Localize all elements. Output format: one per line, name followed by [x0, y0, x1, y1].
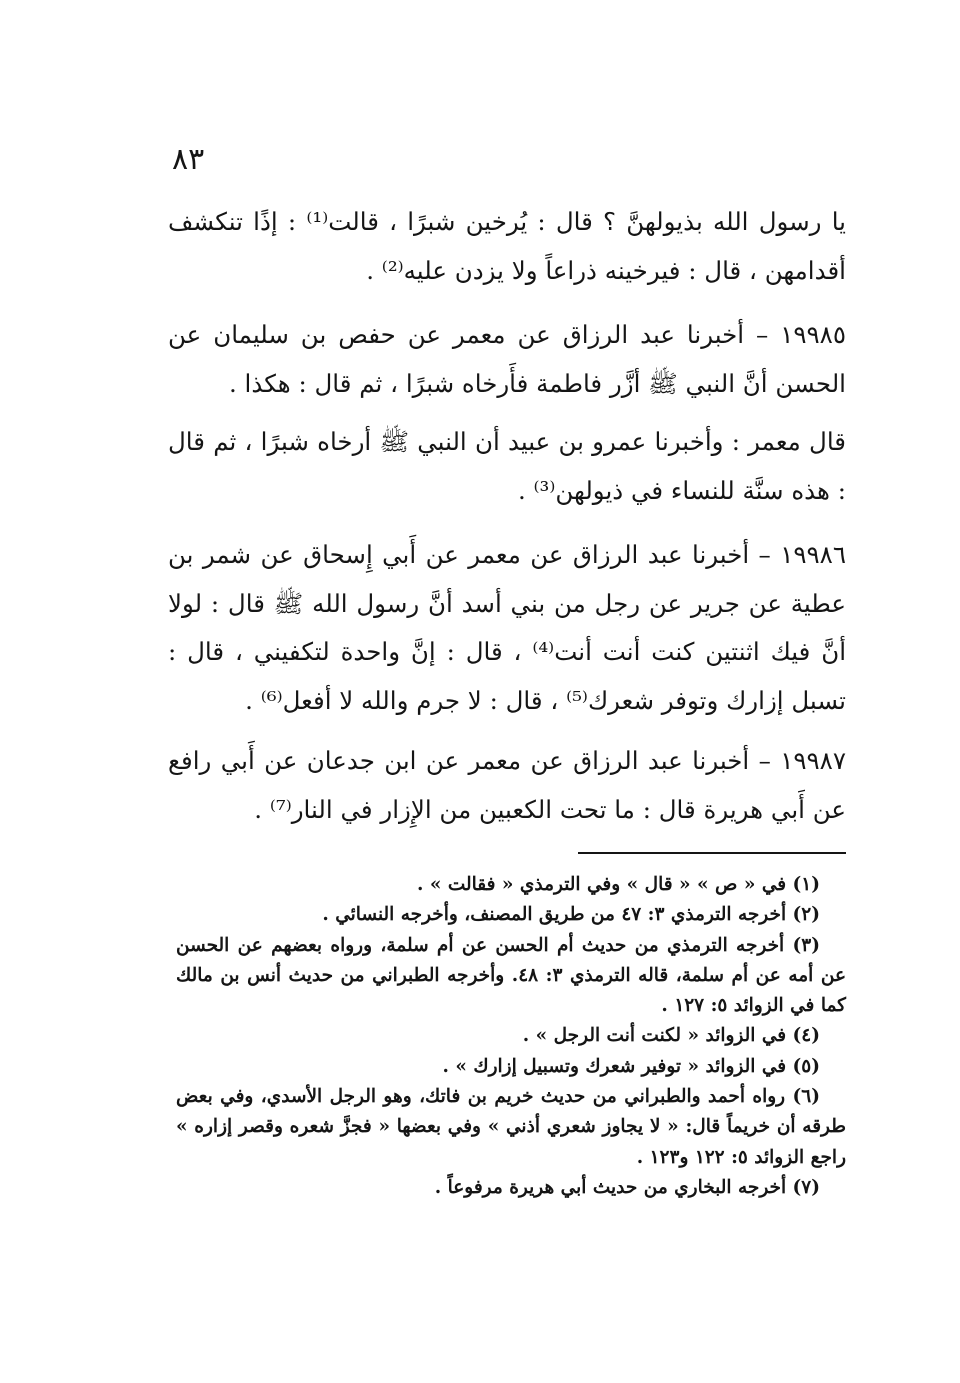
footnote-1: (١) في « ص » « قال » وفي الترمذي « فقالت » .	[416, 874, 820, 895]
page-number: ٨٣	[172, 142, 205, 177]
paragraph-mamar-note: قال معمر : وأخبرنا عمرو بن عبيد أن النبي ﷺ أرخاه شبرًا ، ثم قال : هذه سنَّة للنساء في ذيولهن⁽³⁾ .	[168, 427, 846, 505]
hadith-19986: ١٩٩٨٦ – أخبرنا عبد الرزاق عن معمر عن أَبي إِسحاق عن شمر بن عطية عن جرير عن رجل من بني أسد أنَّ رسول الله ﷺ قال : لولا أنَّ فيك اثنتين كنت أنت أنت⁽⁴⁾ ، قال : إنَّ واحدة لتكفيني ، قال : تسبل إزارك وتوفر شعرك⁽⁵⁾ ، قال : لا جرم والله لا أفعل⁽⁶⁾ .	[168, 540, 846, 715]
footnote-separator	[578, 852, 846, 854]
footnote-6: (٦) رواه أحمد والطبراني من حديث خريم بن فاتك، وهو الرجل الأسدي، وفي بعض طرقه أن خريماً قال: « لا يجاوز شعري أذني » وفي بعضها « فجزَّ شعره وقصر إزاره » راجع الزوائد ٥: ١٢٢ و١٢٣ .	[176, 1086, 846, 1168]
hadith-19985: ١٩٩٨٥ – أخبرنا عبد الرزاق عن معمر عن حفص بن سليمان عن الحسن أنَّ النبي ﷺ أزَّر فاطمة فأَرخاه شبرًا ، ثم قال : هكذا .	[168, 320, 846, 398]
footnotes	[176, 870, 846, 1203]
footnote-4: (٤) في الزوائد « لكنت أنت الرجل » .	[522, 1025, 820, 1047]
footnote-7: (٧) أخرجه البخاري من حديث أبي هريرة مرفوعاً .	[434, 1176, 820, 1198]
footnote-3: (٣) أخرجه الترمذي من حديث أم الحسن عن أم سلمة، ورواه بعضهم عن الحسن عن أمه عن أم سلمة، قاله الترمذي ٣: ٤٨. وأخرجه الطبراني من حديث أنس بن مالك كما في الزوائد ٥: ١٢٧ .	[176, 934, 846, 1017]
hadith-19987: ١٩٩٨٧ – أخبرنا عبد الرزاق عن معمر عن ابن جدعان عن أَبي رافع عن أَبي هريرة قال : ما تحت الكعبين من الإِزار في النار⁽⁷⁾ .	[168, 746, 846, 824]
footnote-2: (٢) أخرجه الترمذي ٣: ٤٧ من طريق المصنف، وأخرجه النسائي .	[322, 904, 820, 926]
footnote-5: (٥) في الزوائد « توفير شعرك وتسبيل إزارك » .	[442, 1055, 820, 1077]
paragraph-continuation: يا رسول الله بذيولهنَّ ؟ قال : يُرخين شبرًا ، قالت⁽¹⁾ : إذًا تنكشف أقدامهن ، قال : فيرخينه ذراعاً ولا يزدن عليه⁽²⁾ .	[168, 207, 846, 285]
main-text	[168, 198, 846, 834]
